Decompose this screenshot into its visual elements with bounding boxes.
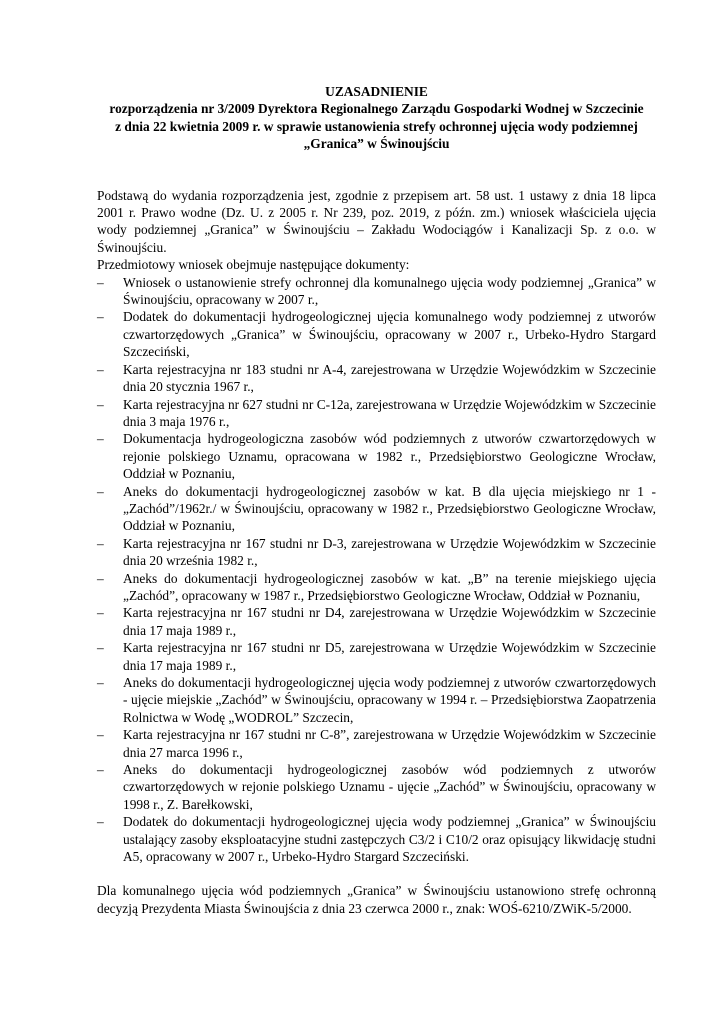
list-item-text: Aneks do dokumentacji hydrogeologicznej zasobów wód podziemnych z utworów czwartorzędowych w rejonie polskiego Uznamu - ujęcie „Zachód” w Świnoujściu, opracowany w 1998 r., Z. Barełkowski, xyxy=(123,762,656,812)
list-item-text: Karta rejestracyjna nr 627 studni nr C-12a, zarejestrowana w Urzędzie Wojewódzkim w Szczecinie dnia 3 maja 1976 r., xyxy=(123,396,656,429)
dash-bullet-icon: – xyxy=(97,396,104,412)
list-item-text: Karta rejestracyjna nr 167 studni nr D4, zarejestrowana w Urzędzie Wojewódzkim w Szczecinie dnia 17 maja 1989 r., xyxy=(123,605,656,638)
list-item xyxy=(97,570,656,605)
dash-bullet-icon: – xyxy=(97,535,104,551)
closing-paragraph: Dla komunalnego ujęcia wód podziemnych „Granica” w Świnoujściu ustanowiono strefę ochronną decyzją Prezydenta Miasta Świnoujścia z dnia 23 czerwca 2000 r., znak: WOŚ-6210/ZWiK-5/2000. xyxy=(97,883,656,916)
list-item xyxy=(97,396,656,431)
document-title: UZASADNIENIE xyxy=(325,84,428,99)
list-item xyxy=(97,726,656,761)
dash-bullet-icon: – xyxy=(97,361,104,377)
list-item-text: Karta rejestracyjna nr 167 studni nr D-3, zarejestrowana w Urzędzie Wojewódzkim w Szczecinie dnia 20 września 1982 r., xyxy=(123,535,656,569)
list-item xyxy=(97,308,656,360)
list-item-text: Aneks do dokumentacji hydrogeologicznej ujęcia wody podziemnej z utworów czwartorzędowych - ujęcie miejskie „Zachód” w Świnoujściu, opracowany w 1994 r. – Przedsiębiorstwa Zaopatrzenia Rolnictwa w Wodę „WODROL” Szczecin, xyxy=(123,675,656,725)
dash-bullet-icon: – xyxy=(97,640,104,656)
list-item-text: Karta rejestracyjna nr 167 studni nr D5, zarejestrowana w Urzędzie Wojewódzkim w Szczecinie dnia 17 maja 1989 r., xyxy=(123,640,656,673)
list-item xyxy=(97,430,656,482)
list-item-text: Aneks do dokumentacji hydrogeologicznej zasobów w kat. „B” na terenie miejskiego ujęcia „Zachód”, opracowany w 1987 r., Przedsiębiorstwo Geologiczne Wrocław, Oddział w Poznaniu, xyxy=(123,570,656,603)
list-item xyxy=(97,639,656,674)
regulation-line: rozporządzenia nr 3/2009 Dyrektora Regionalnego Zarządu Gospodarki Wodnej w Szczecinie xyxy=(109,101,644,117)
dash-bullet-icon: – xyxy=(97,309,104,325)
dash-bullet-icon: – xyxy=(97,727,104,743)
dash-bullet-icon: – xyxy=(97,431,104,447)
document-header xyxy=(97,83,656,153)
list-item-text: Wniosek o ustanowienie strefy ochronnej dla komunalnego ujęcia wody podziemnej „Granica” w Świnoujściu, opracowany w 2007 r., xyxy=(123,274,656,308)
list-item xyxy=(97,483,656,535)
regulation-date-line: z dnia 22 kwietnia 2009 r. w sprawie ustanowienia strefy ochronnej ujęcia wody podziemnej xyxy=(115,118,638,134)
dash-bullet-icon: – xyxy=(97,605,104,621)
list-item-text: Dodatek do dokumentacji hydrogeologicznej ujęcia wody podziemnej „Granica” w Świnoujściu ustalający zasoby eksploatacyjne studni zastępczych C3/2 i C10/2 oraz opisujący likwidację studni A5, opracowany w 2007 r., Urbeko-Hydro Stargard Szczeciński. xyxy=(123,814,656,865)
intro-paragraph: Podstawą do wydania rozporządzenia jest, zgodnie z przepisem art. 58 ust. 1 ustawy z dnia 18 lipca 2001 r. Prawo wodne (Dz. U. z 2005 r. Nr 239, poz. 2019, z późn. zm.) wniosek właściciela ujęcia wody podziemnej „Granica” w Świnoujściu – Zakładu Wodociągów i Kanalizacji Sp. z o.o. w Świnoujściu. xyxy=(97,187,656,255)
dash-bullet-icon: – xyxy=(97,274,104,290)
list-item xyxy=(97,361,656,396)
dash-bullet-icon: – xyxy=(97,675,104,690)
list-intro: Przedmiotowy wniosek obejmuje następujące dokumenty: xyxy=(97,257,410,273)
list-item-text: Karta rejestracyjna nr 167 studni nr C-8”, zarejestrowana w Urzędzie Wojewódzkim w Szczecinie dnia 27 marca 1996 r., xyxy=(123,727,656,760)
list-item xyxy=(97,813,656,865)
dash-bullet-icon: – xyxy=(97,814,104,830)
list-item-text: Dodatek do dokumentacji hydrogeologicznej ujęcia komunalnego wody podziemnej z utworów czwartorzędowych „Granica” w Świnoujściu, opracowany w 2007 r., Urbeko-Hydro Stargard Szczeciński, xyxy=(123,309,656,360)
dash-bullet-icon: – xyxy=(97,570,104,586)
document-list xyxy=(97,274,656,866)
list-item xyxy=(97,535,656,570)
list-item-text: Dokumentacja hydrogeologiczna zasobów wód podziemnych z utworów czwartorzędowych w rejonie polskiego Uznamu, opracowana w 1982 r., Przedsiębiorstwo Geologiczne Wrocław, Oddział w Poznaniu, xyxy=(123,431,656,482)
regulation-subject-line: „Granica” w Świnoujściu xyxy=(303,136,450,152)
document-body xyxy=(97,83,656,917)
list-item xyxy=(97,604,656,639)
dash-bullet-icon: – xyxy=(97,483,104,499)
dash-bullet-icon: – xyxy=(97,762,104,778)
list-item xyxy=(97,274,656,309)
list-item-text: Aneks do dokumentacji hydrogeologicznej zasobów w kat. B dla ujęcia miejskiego nr 1 - „Zachód”/1962r./ w Świnoujściu, opracowany w 1982 r., Przedsiębiorstwo Geologiczne Wrocław, Oddział w Poznaniu, xyxy=(123,483,656,534)
list-item xyxy=(97,674,656,726)
list-item xyxy=(97,761,656,813)
list-item-text: Karta rejestracyjna nr 183 studni nr A-4, zarejestrowana w Urzędzie Wojewódzkim w Szczecinie dnia 20 stycznia 1967 r., xyxy=(123,361,656,395)
